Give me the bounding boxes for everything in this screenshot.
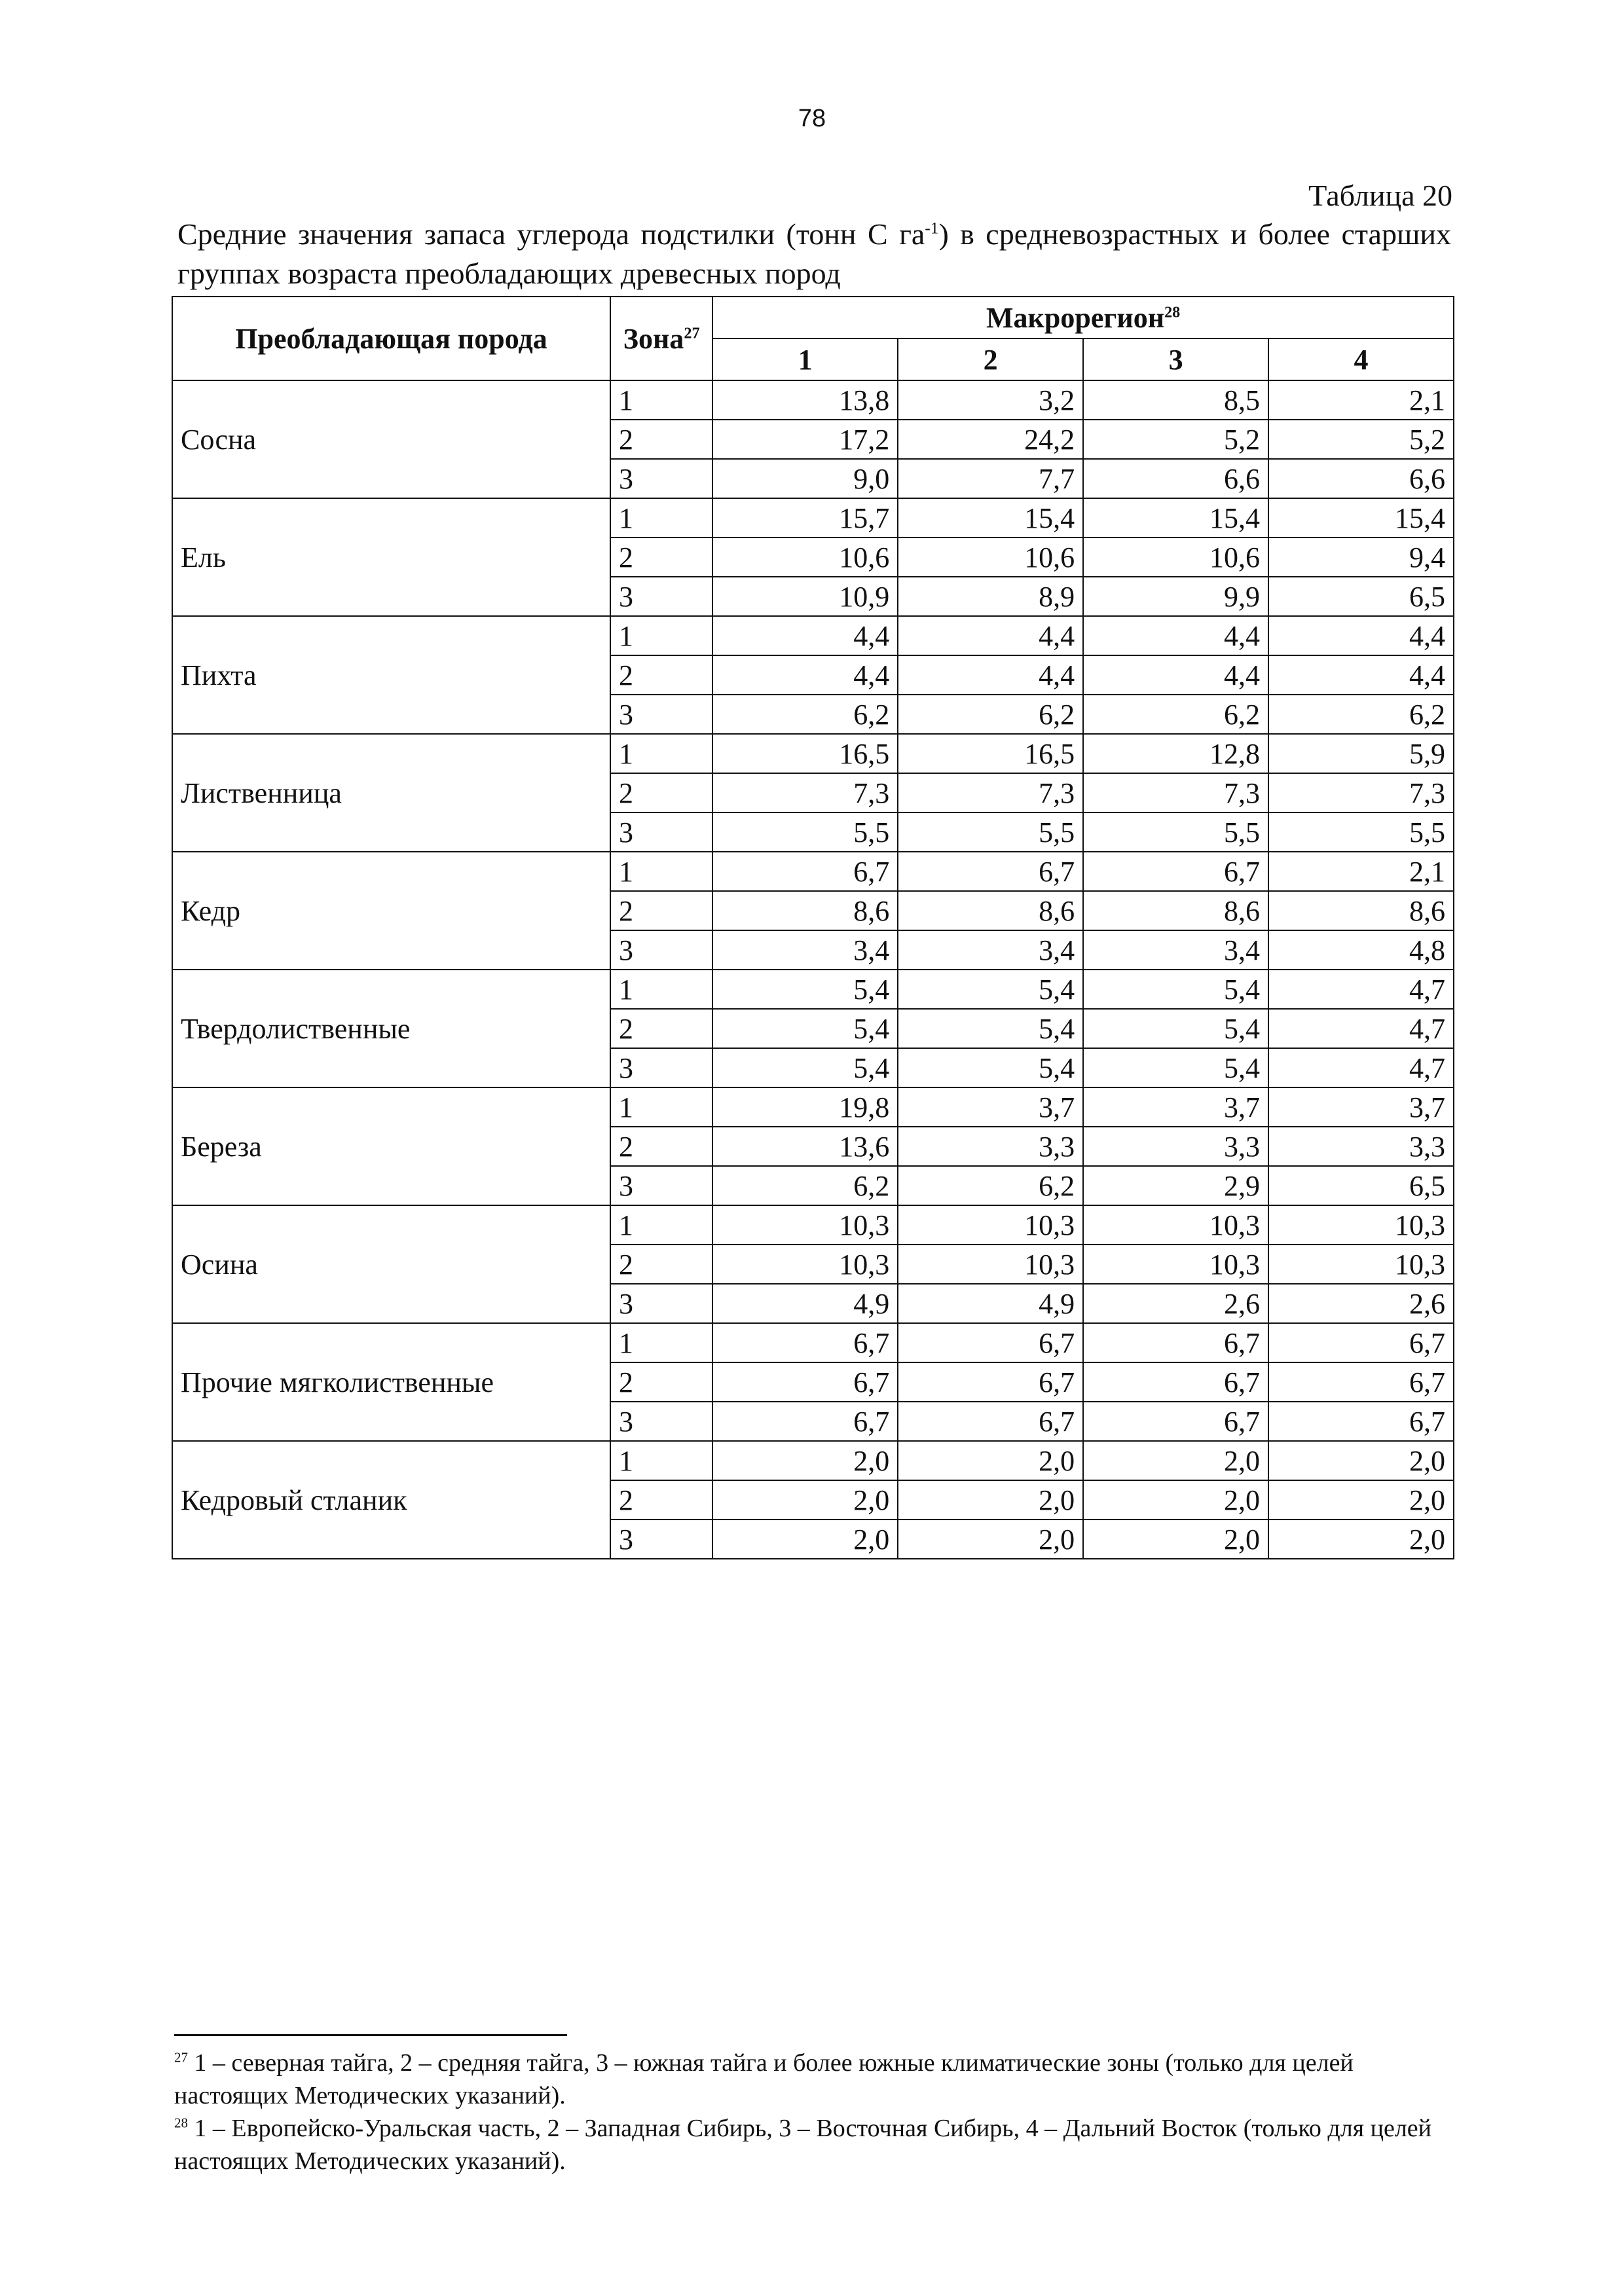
zone-cell: 3 [610,1166,712,1205]
value-cell: 5,2 [1083,420,1268,459]
page-number: 78 [798,105,826,132]
zone-cell: 2 [610,773,712,812]
value-cell: 9,9 [1083,577,1268,616]
value-cell: 24,2 [898,420,1083,459]
zone-cell: 2 [610,1362,712,1402]
zone-cell: 3 [610,930,712,970]
value-cell: 6,7 [712,1323,898,1362]
footnote-28 [174,2112,1451,2178]
header-macroregion-label: Макрорегион [986,301,1165,334]
value-cell: 8,6 [1268,891,1454,930]
value-cell: 4,9 [898,1284,1083,1323]
value-cell: 19,8 [712,1087,898,1127]
value-cell: 5,5 [1268,812,1454,852]
value-cell: 7,7 [898,459,1083,498]
zone-cell: 2 [610,1245,712,1284]
value-cell: 6,2 [712,1166,898,1205]
value-cell: 4,4 [898,655,1083,695]
value-cell: 4,4 [712,655,898,695]
breed-name: Прочие мягколиственные [172,1323,610,1441]
table-caption [177,215,1451,293]
header-breed: Преобладающая порода [172,297,610,380]
value-cell: 6,7 [898,1362,1083,1402]
value-cell: 4,4 [712,616,898,655]
zone-cell: 1 [610,616,712,655]
value-cell: 8,5 [1083,380,1268,420]
value-cell: 6,5 [1268,1166,1454,1205]
value-cell: 2,6 [1268,1284,1454,1323]
value-cell: 5,4 [898,1048,1083,1087]
value-cell: 4,8 [1268,930,1454,970]
caption-text-end: ) в средневозрастных и более старших группах возраста преобладающих древесных пород [177,217,1452,290]
zone-cell: 3 [610,459,712,498]
value-cell: 6,7 [1083,1362,1268,1402]
value-cell: 9,0 [712,459,898,498]
value-cell: 3,3 [898,1127,1083,1166]
zone-cell: 1 [610,1441,712,1480]
header-region-4: 4 [1268,338,1454,380]
breed-name: Твердолиственные [172,970,610,1087]
value-cell: 8,9 [898,577,1083,616]
value-cell: 5,4 [712,1048,898,1087]
value-cell: 6,7 [712,1362,898,1402]
value-cell: 6,7 [898,1402,1083,1441]
table-row [172,616,1454,655]
table-row [172,380,1454,420]
table-row [172,1087,1454,1127]
value-cell: 7,3 [898,773,1083,812]
value-cell: 2,0 [712,1480,898,1520]
footnotes [174,2047,1451,2178]
zone-cell: 1 [610,852,712,891]
zone-cell: 2 [610,1009,712,1048]
value-cell: 4,7 [1268,1009,1454,1048]
header-region-2: 2 [898,338,1083,380]
breed-name: Кедр [172,852,610,970]
value-cell: 2,0 [1268,1480,1454,1520]
value-cell: 10,6 [1083,538,1268,577]
value-cell: 5,4 [1083,970,1268,1009]
value-cell: 6,2 [1268,695,1454,734]
zone-cell: 3 [610,577,712,616]
zone-cell: 2 [610,891,712,930]
header-zone-label: Зона [623,322,684,355]
table-row [172,1323,1454,1362]
header-zone [610,297,712,380]
footnote-text: 1 – северная тайга, 2 – средняя тайга, 3 – южная тайга и более южные климатические зоны (только для целей настоящих Методических указаний). [174,2049,1354,2109]
value-cell: 10,3 [898,1245,1083,1284]
value-cell: 15,4 [1083,498,1268,538]
value-cell: 6,7 [1268,1362,1454,1402]
value-cell: 15,4 [898,498,1083,538]
zone-cell: 2 [610,538,712,577]
value-cell: 4,4 [1268,616,1454,655]
value-cell: 5,4 [712,1009,898,1048]
value-cell: 6,7 [1083,1402,1268,1441]
value-cell: 4,7 [1268,970,1454,1009]
breed-name: Пихта [172,616,610,734]
value-cell: 2,0 [1083,1520,1268,1559]
value-cell: 8,6 [898,891,1083,930]
footnote-text: 1 – Европейско-Уральская часть, 2 – Западная Сибирь, 3 – Восточная Сибирь, 4 – Дальний Восток (только для целей настоящих Методических указаний). [174,2115,1431,2175]
value-cell: 6,6 [1268,459,1454,498]
table-label: Таблица 20 [1308,179,1452,212]
value-cell: 6,7 [1083,852,1268,891]
value-cell: 4,7 [1268,1048,1454,1087]
value-cell: 7,3 [1083,773,1268,812]
table-row [172,1205,1454,1245]
value-cell: 3,7 [898,1087,1083,1127]
value-cell: 2,0 [712,1441,898,1480]
value-cell: 10,3 [712,1245,898,1284]
value-cell: 6,7 [1268,1402,1454,1441]
value-cell: 10,6 [898,538,1083,577]
value-cell: 2,0 [1083,1480,1268,1520]
breed-name: Лиственница [172,734,610,852]
zone-cell: 1 [610,380,712,420]
value-cell: 10,3 [1083,1205,1268,1245]
breed-name: Кедровый стланик [172,1441,610,1559]
value-cell: 6,2 [898,695,1083,734]
zone-cell: 2 [610,420,712,459]
value-cell: 2,0 [1083,1441,1268,1480]
value-cell: 5,9 [1268,734,1454,773]
zone-cell: 3 [610,1284,712,1323]
value-cell: 6,7 [898,852,1083,891]
value-cell: 15,4 [1268,498,1454,538]
zone-cell: 2 [610,655,712,695]
value-cell: 2,0 [1268,1520,1454,1559]
zone-cell: 1 [610,498,712,538]
value-cell: 4,4 [1083,616,1268,655]
value-cell: 5,5 [1083,812,1268,852]
zone-cell: 3 [610,812,712,852]
zone-cell: 1 [610,1323,712,1362]
value-cell: 3,4 [1083,930,1268,970]
zone-cell: 1 [610,1087,712,1127]
header-region-1: 1 [712,338,898,380]
value-cell: 5,5 [712,812,898,852]
value-cell: 2,0 [712,1520,898,1559]
caption-exponent: -1 [925,219,939,238]
zone-cell: 2 [610,1127,712,1166]
value-cell: 6,2 [898,1166,1083,1205]
table-row [172,498,1454,538]
value-cell: 10,3 [1268,1205,1454,1245]
value-cell: 6,7 [712,1402,898,1441]
value-cell: 2,1 [1268,852,1454,891]
value-cell: 4,4 [898,616,1083,655]
value-cell: 3,7 [1268,1087,1454,1127]
table-row [172,1441,1454,1480]
value-cell: 2,0 [898,1441,1083,1480]
breed-name: Осина [172,1205,610,1323]
value-cell: 6,7 [898,1323,1083,1362]
value-cell: 4,4 [1268,655,1454,695]
breed-name: Береза [172,1087,610,1205]
value-cell: 3,2 [898,380,1083,420]
value-cell: 5,4 [1083,1009,1268,1048]
value-cell: 8,6 [1083,891,1268,930]
value-cell: 5,5 [898,812,1083,852]
value-cell: 3,7 [1083,1087,1268,1127]
footnote-ref-28: 28 [1164,302,1181,321]
zone-cell: 3 [610,695,712,734]
value-cell: 3,3 [1083,1127,1268,1166]
value-cell: 6,7 [1268,1323,1454,1362]
value-cell: 6,7 [712,852,898,891]
caption-text-start: Средние значения запаса углерода подстилки (тонн С га [177,217,925,251]
value-cell: 9,4 [1268,538,1454,577]
value-cell: 2,6 [1083,1284,1268,1323]
footnote-27 [174,2047,1451,2112]
zone-cell: 3 [610,1048,712,1087]
value-cell: 2,0 [898,1520,1083,1559]
value-cell: 5,4 [898,970,1083,1009]
value-cell: 10,3 [898,1205,1083,1245]
value-cell: 2,1 [1268,380,1454,420]
value-cell: 7,3 [1268,773,1454,812]
table-row [172,970,1454,1009]
value-cell: 4,9 [712,1284,898,1323]
value-cell: 17,2 [712,420,898,459]
value-cell: 13,8 [712,380,898,420]
value-cell: 10,3 [1083,1245,1268,1284]
zone-cell: 2 [610,1480,712,1520]
footnote-mark: 27 [174,2049,188,2066]
value-cell: 16,5 [712,734,898,773]
table-row [172,734,1454,773]
value-cell: 16,5 [898,734,1083,773]
value-cell: 4,4 [1083,655,1268,695]
value-cell: 3,3 [1268,1127,1454,1166]
value-cell: 10,6 [712,538,898,577]
value-cell: 5,4 [898,1009,1083,1048]
value-cell: 2,9 [1083,1166,1268,1205]
value-cell: 6,2 [1083,695,1268,734]
header-macroregion [712,297,1454,338]
value-cell: 6,7 [1083,1323,1268,1362]
footnote-separator [174,2034,567,2036]
breed-name: Ель [172,498,610,616]
value-cell: 3,4 [712,930,898,970]
table-row [172,852,1454,891]
value-cell: 8,6 [712,891,898,930]
value-cell: 2,0 [898,1480,1083,1520]
value-cell: 10,3 [712,1205,898,1245]
value-cell: 5,4 [1083,1048,1268,1087]
carbon-stock-table [172,296,1454,1559]
header-region-3: 3 [1083,338,1268,380]
value-cell: 12,8 [1083,734,1268,773]
value-cell: 6,5 [1268,577,1454,616]
zone-cell: 1 [610,1205,712,1245]
value-cell: 6,6 [1083,459,1268,498]
value-cell: 6,2 [712,695,898,734]
zone-cell: 3 [610,1402,712,1441]
zone-cell: 1 [610,970,712,1009]
value-cell: 7,3 [712,773,898,812]
value-cell: 10,3 [1268,1245,1454,1284]
value-cell: 3,4 [898,930,1083,970]
value-cell: 2,0 [1268,1441,1454,1480]
value-cell: 15,7 [712,498,898,538]
zone-cell: 3 [610,1520,712,1559]
value-cell: 5,4 [712,970,898,1009]
value-cell: 5,2 [1268,420,1454,459]
value-cell: 10,9 [712,577,898,616]
value-cell: 13,6 [712,1127,898,1166]
footnote-mark: 28 [174,2115,188,2131]
breed-name: Сосна [172,380,610,498]
zone-cell: 1 [610,734,712,773]
footnote-ref-27: 27 [684,323,700,342]
